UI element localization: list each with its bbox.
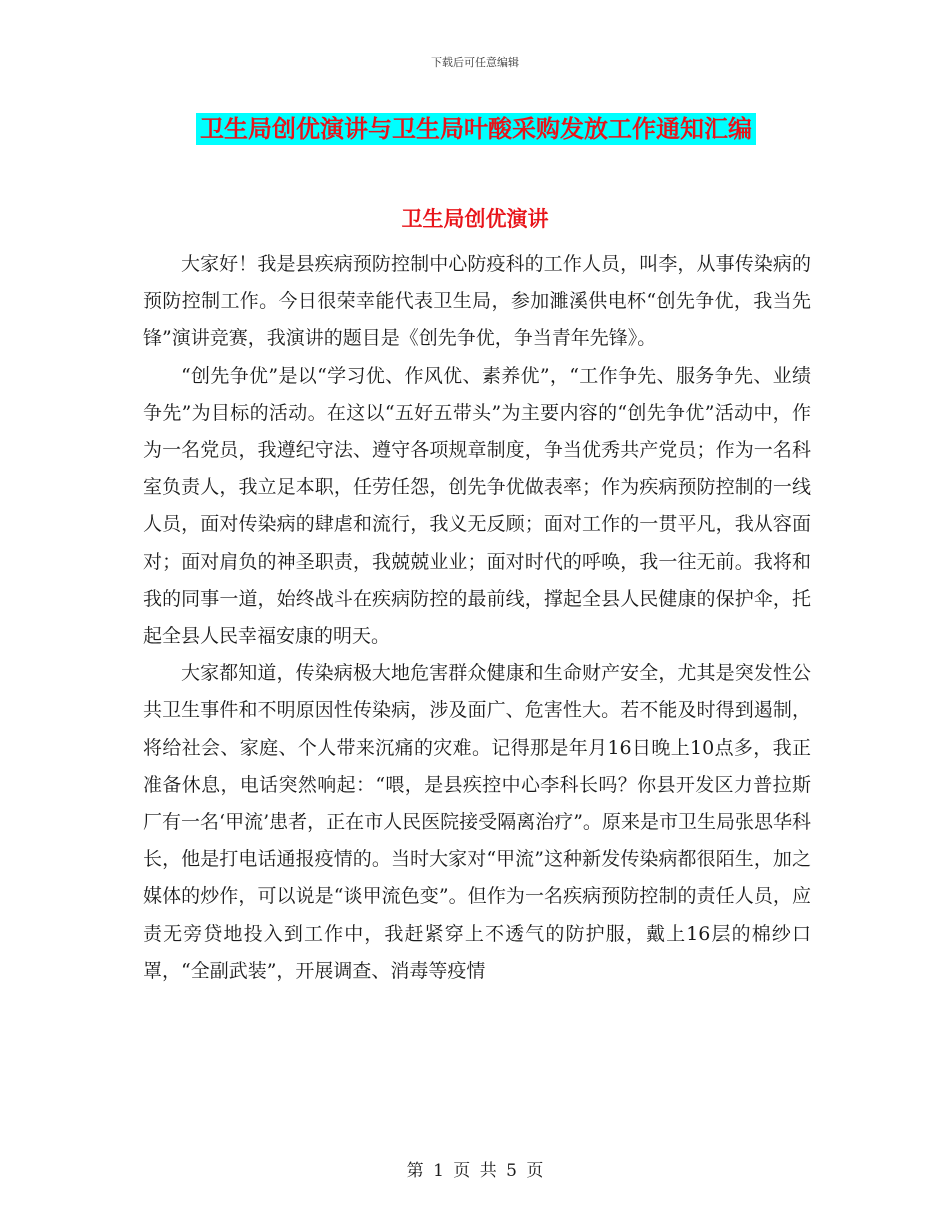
body-paragraph: “创先争优”是以“学习优、作风优、素养优”，“工作争先、服务争先、业绩争先”为目标的活动。在这以“五好五带头”为主要内容的“创先争优”活动中，作为一名党员，我遵纪守法、遵守各项规章制度，争当优秀共产党员；作为一名科室负责人，我立足本职，任劳任怨，创先争优做表率；作为疾病预防控制的一线人员，面对传染病的肆虐和流行，我义无反顾；面对工作的一贯平凡，我从容面对；面对肩负的神圣职责，我兢兢业业；面对时代的呼唤，我一往无前。我将和我的同事一道，始终战斗在疾病防控的最前线，撑起全县人民健康的保护伞，托起全县人民幸福安康的明天。 [143, 364, 811, 648]
document-body [143, 246, 811, 990]
section-title: 卫生局创优演讲 [401, 206, 549, 231]
page-header-note: 下载后可任意编辑 [431, 56, 519, 69]
body-paragraph: 大家好！我是县疾病预防控制中心防疫科的工作人员，叫李，从事传染病的预防控制工作。今日很荣幸能代表卫生局，参加濉溪供电杯“创先争优，我当先锋”演讲竞赛，我演讲的题目是《创先争优，争当青年先锋》。 [143, 253, 811, 350]
document-title: 卫生局创优演讲与卫生局叶酸采购发放工作通知汇编 [196, 113, 756, 145]
body-paragraph: 大家都知道，传染病极大地危害群众健康和生命财产安全，尤其是突发性公共卫生事件和不明原因性传染病，涉及面广、危害性大。若不能及时得到遏制，将给社会、家庭、个人带来沉痛的灾难。记得那是年月16日晚上10点多，我正准备休息，电话突然响起：“喂，是县疾控中心李科长吗？你县开发区力普拉斯厂有一名‘甲流’患者，正在市人民医院接受隔离治疗”。原来是市卫生局张思华科长，他是打电话通报疫情的。当时大家对“甲流”这种新发传染病都很陌生，加之媒体的炒作，可以说是“谈甲流色变”。但作为一名疾病预防控制的责任人员，应责无旁贷地投入到工作中，我赶紧穿上不透气的防护服，戴上16层的棉纱口罩，“全副武装”，开展调查、消毒等疫情 [143, 662, 811, 982]
page-footer: 第 1 页 共 5 页 [406, 1161, 544, 1181]
